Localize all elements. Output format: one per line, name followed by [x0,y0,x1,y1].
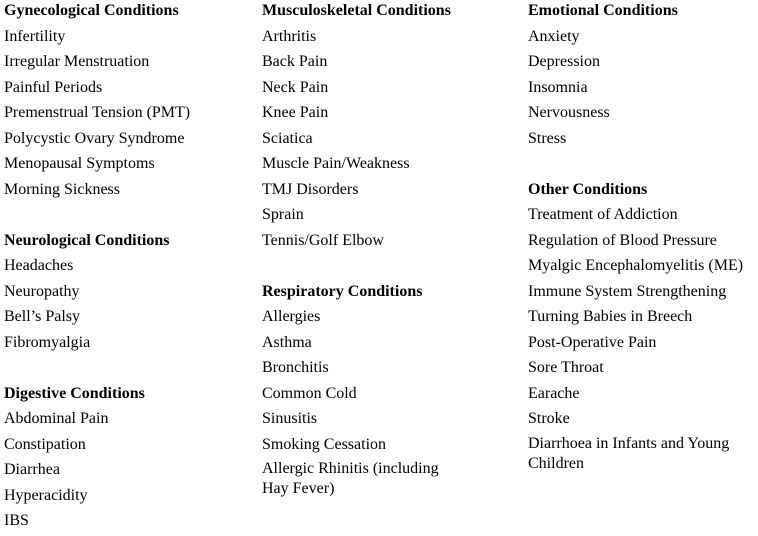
list-item: Stress [528,129,567,147]
list-item: Bell’s Palsy [4,308,81,325]
list-item: Anxiety [528,27,580,45]
section-musculoskeletal [262,0,522,255]
list-item: Insomnia [528,78,588,96]
column-2 [262,0,522,499]
section-heading: Other Conditions [528,180,648,198]
column-3 [528,0,758,474]
section-heading: Digestive Conditions [4,384,145,402]
list-item: Sore Throat [528,359,604,376]
list-item: Abdominal Pain [4,410,109,427]
list-item: Diarrhoea in Infants and Young Children [528,434,730,472]
list-item: Allergic Rhinitis (including Hay Fever) [262,460,439,497]
list-item: Asthma [262,333,312,351]
section-other [528,179,758,474]
list-item: Allergies [262,308,321,325]
list-item: Muscle Pain/Weakness [262,155,410,172]
list-item: Immune System Strengthening [528,282,727,300]
list-item: Neck Pain [262,78,329,96]
list-item: Infertility [4,27,66,45]
list-item: Myalgic Encephalomyelitis (ME) [528,257,744,274]
list-item: Common Cold [262,384,357,402]
list-item: Sinusitis [262,410,318,427]
list-item: Regulation of Blood Pressure [528,231,717,249]
list-item: Premenstrual Tension (PMT) [4,104,191,121]
list-item: Smoking Cessation [262,435,387,453]
section-heading: Emotional Conditions [528,2,678,19]
section-spacer [4,204,254,230]
list-item: Headaches [4,257,74,274]
list-item: TMJ Disorders [262,180,359,198]
list-item: Morning Sickness [4,180,120,198]
list-item: Irregular Menstruation [4,53,150,70]
section-heading: Musculoskeletal Conditions [262,2,451,19]
section-neurological [4,230,254,358]
list-item: Turning Babies in Breech [528,308,693,325]
list-item: Treatment of Addiction [528,206,678,223]
section-spacer [528,153,758,179]
list-item: Post-Operative Pain [528,333,657,351]
list-item: Sprain [262,206,304,223]
list-item: Menopausal Symptoms [4,155,155,172]
section-spacer [262,255,522,281]
section-heading: Gynecological Conditions [4,2,179,19]
section-digestive [4,383,254,536]
section-heading: Respiratory Conditions [262,282,423,300]
list-item: Knee Pain [262,104,329,121]
list-item: Arthritis [262,27,317,45]
list-item: Stroke [528,410,570,427]
list-item: Bronchitis [262,359,329,376]
section-spacer [4,357,254,383]
list-item: Earache [528,384,580,402]
list-item: Depression [528,53,600,70]
section-gynecological [4,0,254,204]
list-item: Constipation [4,435,86,453]
column-1 [4,0,254,536]
list-item: Neuropathy [4,282,80,300]
list-item: Sciatica [262,129,313,147]
section-emotional [528,0,758,153]
list-item: Diarrhea [4,461,60,478]
list-item: Polycystic Ovary Syndrome [4,129,185,147]
list-item: Hyperacidity [4,486,88,504]
list-item: Tennis/Golf Elbow [262,231,384,249]
list-item: Back Pain [262,53,328,70]
list-item: Nervousness [528,104,610,121]
list-item: IBS [4,512,29,529]
list-item: Painful Periods [4,78,103,96]
list-item: Fibromyalgia [4,333,91,351]
section-respiratory [262,281,522,500]
section-heading: Neurological Conditions [4,231,170,249]
